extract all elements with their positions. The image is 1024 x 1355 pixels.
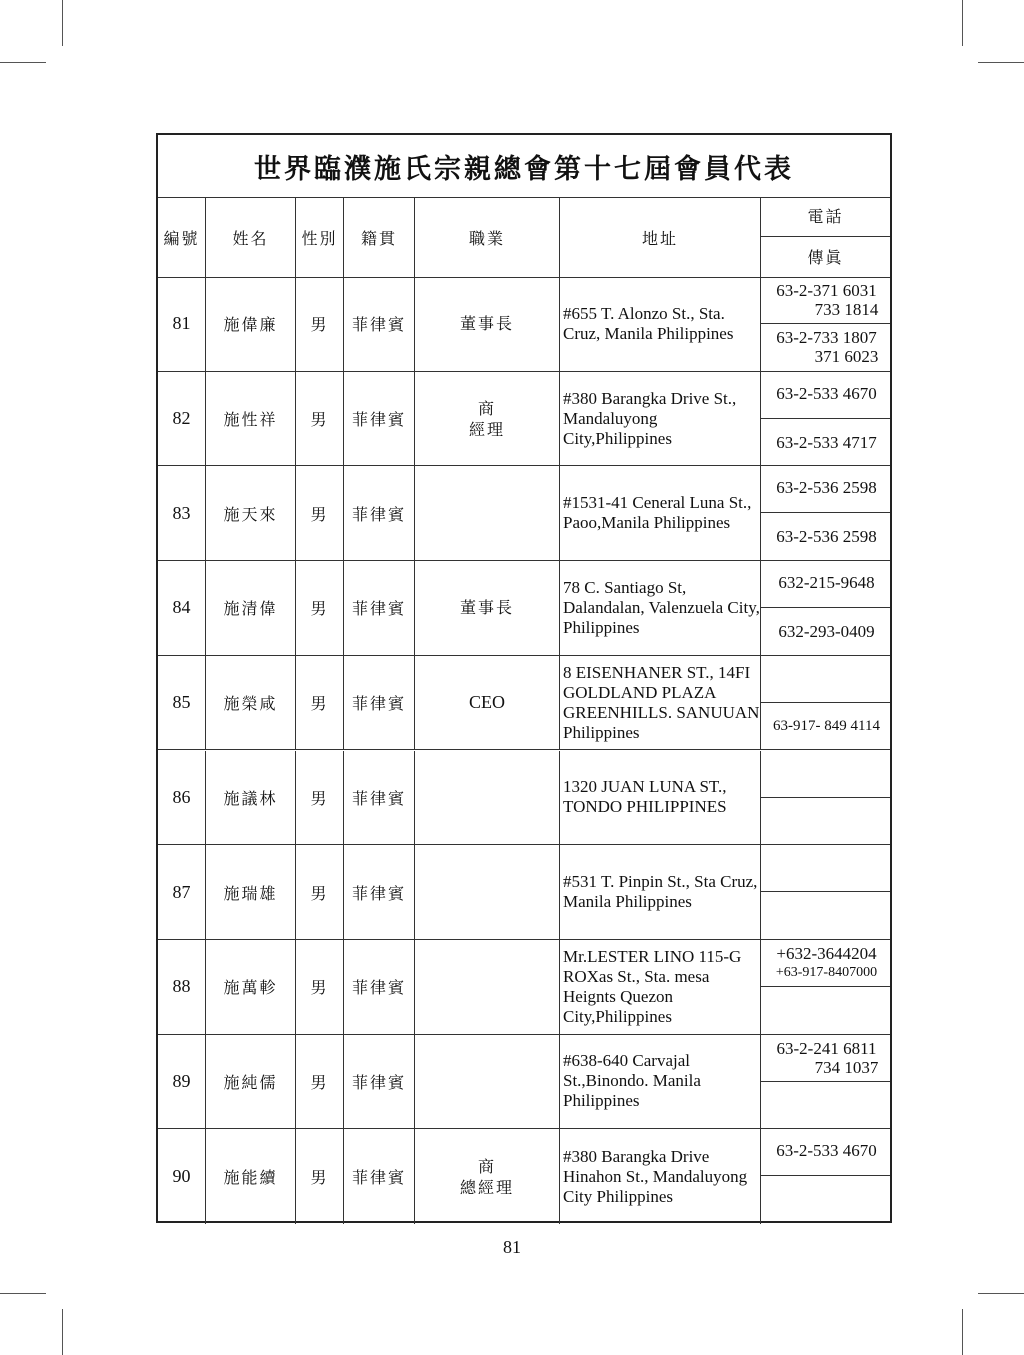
member-contact — [761, 561, 890, 655]
member-no: 81 — [158, 277, 206, 371]
member-sex: 男 — [296, 845, 344, 939]
member-contact — [761, 1129, 890, 1224]
fax-line-1: 63-2-536 2598 — [776, 527, 877, 547]
header-no: 編號 — [158, 197, 206, 277]
header-address: 地址 — [560, 197, 761, 277]
member-origin: 菲律賓 — [344, 845, 415, 939]
page-number: 81 — [503, 1237, 521, 1257]
crop-mark — [978, 62, 1024, 63]
header-sex: 性別 — [296, 197, 344, 277]
table-row — [158, 466, 890, 561]
member-origin: 菲律賓 — [344, 751, 415, 845]
member-fax — [761, 419, 890, 466]
member-contact — [761, 845, 890, 939]
member-contact — [761, 372, 890, 466]
table-row — [158, 372, 890, 467]
member-phone — [761, 656, 890, 703]
member-contact — [761, 656, 890, 750]
member-fax — [761, 1082, 890, 1129]
member-no: 87 — [158, 845, 206, 939]
fax-line-2: 371 6023 — [814, 347, 879, 366]
crop-mark — [962, 1309, 963, 1355]
member-origin: 菲律賓 — [344, 466, 415, 560]
member-sex: 男 — [296, 656, 344, 750]
member-no: 83 — [158, 466, 206, 560]
member-phone — [761, 561, 890, 608]
member-phone — [761, 372, 890, 419]
header-contact — [761, 197, 890, 277]
member-phone — [761, 466, 890, 513]
member-contact — [761, 466, 890, 560]
member-phone — [761, 277, 890, 324]
member-occupation — [415, 940, 560, 1034]
member-fax — [761, 513, 890, 560]
member-no: 90 — [158, 1129, 206, 1224]
member-sex: 男 — [296, 751, 344, 845]
member-origin: 菲律賓 — [344, 372, 415, 466]
header-phone: 電話 — [761, 197, 890, 237]
table-row — [158, 277, 890, 372]
phone-line-1: 63-2-241 6811 — [776, 1038, 877, 1058]
member-origin: 菲律賓 — [344, 940, 415, 1034]
member-no: 88 — [158, 940, 206, 1034]
member-no: 89 — [158, 1035, 206, 1129]
fax-line-1: 63-2-533 4717 — [776, 432, 877, 452]
phone-line-1: 632-215-9648 — [778, 573, 875, 593]
member-occupation: 商 經理 — [415, 372, 560, 466]
table-row — [158, 751, 890, 846]
member-origin: 菲律賓 — [344, 277, 415, 371]
phone-line-1: +632-3644204 — [776, 943, 877, 963]
member-name: 施清偉 — [206, 561, 296, 655]
member-occupation: 商 總經理 — [415, 1129, 560, 1224]
member-sex: 男 — [296, 1129, 344, 1224]
crop-mark — [62, 1309, 63, 1355]
member-address: 8 EISENHANER ST., 14FI GOLDLAND PLAZA GREENHILLS. SANUUAN Philippines — [560, 656, 761, 750]
member-phone — [761, 845, 890, 892]
member-table — [156, 133, 892, 1223]
phone-line-1: 63-2-371 6031 — [776, 281, 877, 300]
phone-line-2: 733 1814 — [814, 300, 879, 319]
member-sex: 男 — [296, 466, 344, 560]
member-no: 84 — [158, 561, 206, 655]
member-contact — [761, 1035, 890, 1129]
member-no: 85 — [158, 656, 206, 750]
member-origin: 菲律賓 — [344, 1035, 415, 1129]
member-address: #380 Barangka Drive St., Mandaluyong City,Philippines — [560, 372, 761, 466]
member-occupation — [415, 466, 560, 560]
member-name: 施純儒 — [206, 1035, 296, 1129]
member-fax — [761, 324, 890, 371]
crop-mark — [62, 0, 63, 46]
member-contact — [761, 751, 890, 845]
member-address: #655 T. Alonzo St., Sta. Cruz, Manila Philippines — [560, 277, 761, 371]
fax-line-1: 63-917- 849 4114 — [773, 717, 880, 734]
header-name: 姓名 — [206, 197, 296, 277]
member-address: #638-640 Carvajal St.,Binondo. Manila Philippines — [560, 1035, 761, 1129]
member-address: #1531-41 Ceneral Luna St., Paoo,Manila Philippines — [560, 466, 761, 560]
member-address: 1320 JUAN LUNA ST., TONDO PHILIPPINES — [560, 751, 761, 845]
phone-line-2: 734 1037 — [814, 1057, 879, 1077]
member-name: 施能續 — [206, 1129, 296, 1224]
crop-mark — [0, 62, 46, 63]
member-name: 施性祥 — [206, 372, 296, 466]
member-phone — [761, 751, 890, 798]
table-row — [158, 561, 890, 656]
member-sex: 男 — [296, 277, 344, 371]
table-row — [158, 940, 890, 1035]
member-fax — [761, 703, 890, 750]
member-name: 施萬軫 — [206, 940, 296, 1034]
phone-line-2: +63-917-8407000 — [775, 964, 878, 980]
member-phone — [761, 940, 890, 987]
header-origin: 籍貫 — [344, 197, 415, 277]
member-sex: 男 — [296, 940, 344, 1034]
table-row — [158, 1129, 890, 1224]
phone-line-1: 63-2-536 2598 — [776, 478, 877, 498]
fax-line-1: 632-293-0409 — [778, 622, 875, 642]
header-fax: 傳眞 — [807, 247, 844, 267]
member-name: 施議林 — [206, 751, 296, 845]
crop-mark — [978, 1293, 1024, 1294]
member-no: 82 — [158, 372, 206, 466]
member-fax — [761, 1176, 890, 1224]
member-name: 施天來 — [206, 466, 296, 560]
member-name: 施瑞雄 — [206, 845, 296, 939]
member-fax — [761, 987, 890, 1034]
phone-line-1: 63-2-533 4670 — [776, 383, 877, 403]
member-contact — [761, 940, 890, 1034]
table-row — [158, 845, 890, 940]
member-origin: 菲律賓 — [344, 561, 415, 655]
member-no: 86 — [158, 751, 206, 845]
fax-line-1: 63-2-733 1807 — [776, 328, 877, 347]
phone-line-1: 63-2-533 4670 — [776, 1141, 877, 1161]
member-fax — [761, 608, 890, 655]
member-sex: 男 — [296, 561, 344, 655]
member-address: #531 T. Pinpin St., Sta Cruz, Manila Philippines — [560, 845, 761, 939]
table-header-row — [158, 197, 890, 278]
member-occupation — [415, 1035, 560, 1129]
member-name: 施榮咸 — [206, 656, 296, 750]
member-address: 78 C. Santiago St, Dalandalan, Valenzuela City, Philippines — [560, 561, 761, 655]
table-row — [158, 1035, 890, 1130]
member-occupation: 董事長 — [415, 277, 560, 371]
table-row — [158, 656, 890, 751]
member-sex: 男 — [296, 372, 344, 466]
crop-mark — [0, 1293, 46, 1294]
member-origin: 菲律賓 — [344, 1129, 415, 1224]
member-phone — [761, 1035, 890, 1082]
member-occupation: 董事長 — [415, 561, 560, 655]
member-occupation — [415, 751, 560, 845]
header-occupation: 職業 — [415, 197, 560, 277]
member-occupation: CEO — [415, 656, 560, 750]
member-occupation — [415, 845, 560, 939]
table-title: 世界臨濮施氏宗親總會第十七屆會員代表 — [158, 135, 890, 198]
member-sex: 男 — [296, 1035, 344, 1129]
member-origin: 菲律賓 — [344, 656, 415, 750]
member-fax — [761, 798, 890, 845]
crop-mark — [962, 0, 963, 46]
member-contact — [761, 277, 890, 371]
member-address: #380 Barangka Drive Hinahon St., Mandaluyong City Philippines — [560, 1129, 761, 1224]
member-phone — [761, 1129, 890, 1176]
member-address: Mr.LESTER LINO 115-G ROXas St., Sta. mesa Heignts Quezon City,Philippines — [560, 940, 761, 1034]
member-fax — [761, 892, 890, 939]
member-name: 施偉廉 — [206, 277, 296, 371]
